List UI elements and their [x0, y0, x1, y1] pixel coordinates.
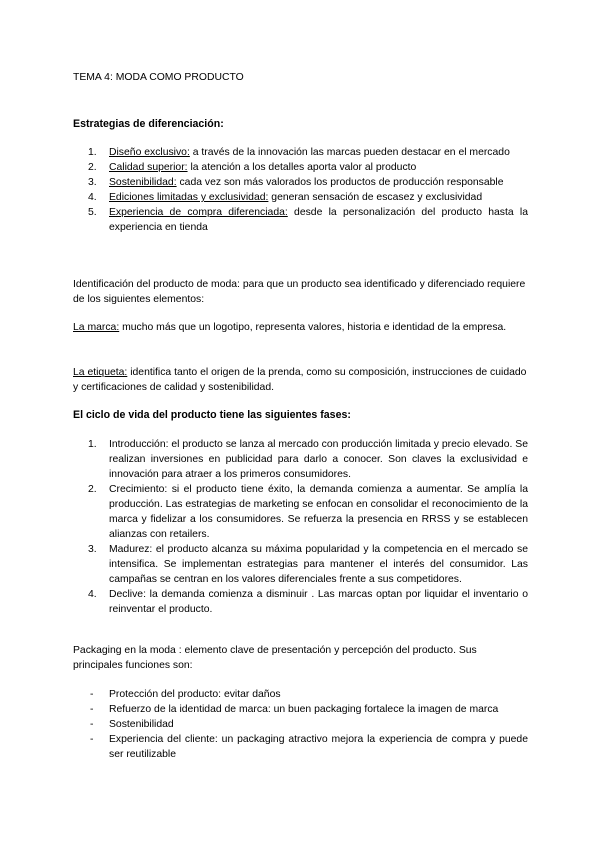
brand-paragraph: La marca: mucho más que un logotipo, representa valores, historia e identidad de la empresa.	[73, 322, 507, 333]
list-item: 3. Sostenibilidad: cada vez son más valorados los productos de producción responsable	[88, 177, 504, 188]
list-item: 1. Introducción: el producto se lanza al mercado con producción limitada y precio elevado. Se realizan inversiones en publicidad para darlo a conocer. Son claves la exclusividad e innovación para atraer a los primeros consumidores.	[88, 439, 528, 480]
list-item: 2. Crecimiento: si el producto tiene éxito, la demanda comienza a aumentar. Se amplía la producción. Las estrategias de marketing se enfocan en consolidar el reconocimiento de la marca y fidelizar a los consumidores. Se refuerza la presencia en RRSS y se establecen alianzas con retailers.	[88, 484, 528, 540]
strategies-list	[73, 145, 528, 235]
page-title: TEMA 4: MODA COMO PRODUCTO	[73, 72, 244, 83]
list-item: - Protección del producto: evitar daños	[90, 689, 281, 700]
list-item: - Experiencia del cliente: un packaging atractivo mejora la experiencia de compra y puede ser reutilizable	[90, 734, 528, 760]
list-item: 2. Calidad superior: la atención a los detalles aporta valor al producto	[88, 162, 417, 173]
list-item: 3. Madurez: el producto alcanza su máxima popularidad y la competencia en el mercado se intensifica. Se implementan estrategias para mantener el interés del consumidor. Las campañas se centran en los valores diferenciales frente a sus competidores.	[88, 544, 528, 585]
list-item: 4. Declive: la demanda comienza a disminuir . Las marcas optan por liquidar el inventario o reinventar el producto.	[88, 589, 528, 615]
list-item: - Refuerzo de la identidad de marca: un buen packaging fortalece la imagen de marca	[90, 704, 499, 715]
packaging-paragraph: Packaging en la moda : elemento clave de presentación y percepción del producto. Sus principales funciones son:	[73, 645, 477, 671]
list-item: 5. Experiencia de compra diferenciada: desde la personalización del producto hasta la experiencia en tienda	[88, 207, 528, 233]
section-heading-lifecycle: El ciclo de vida del producto tiene las siguientes fases:	[73, 409, 351, 421]
section-heading-strategies: Estrategias de diferenciación:	[73, 118, 224, 130]
label-paragraph: La etiqueta: identifica tanto el origen de la prenda, como su composición, instrucciones de cuidado y certificaciones de calidad y sostenibilidad.	[73, 367, 527, 393]
identification-paragraph: Identificación del producto de moda: para que un producto sea identificado y diferenciado requiere de los siguientes elementos:	[73, 279, 526, 305]
list-item: 4. Ediciones limitadas y exclusividad: generan sensación de escasez y exclusividad	[88, 192, 483, 203]
list-item: - Sostenibilidad	[90, 719, 174, 730]
list-item: 1. Diseño exclusivo: a través de la innovación las marcas pueden destacar en el mercado	[88, 147, 510, 158]
lifecycle-list	[73, 437, 528, 617]
functions-list	[73, 687, 528, 762]
